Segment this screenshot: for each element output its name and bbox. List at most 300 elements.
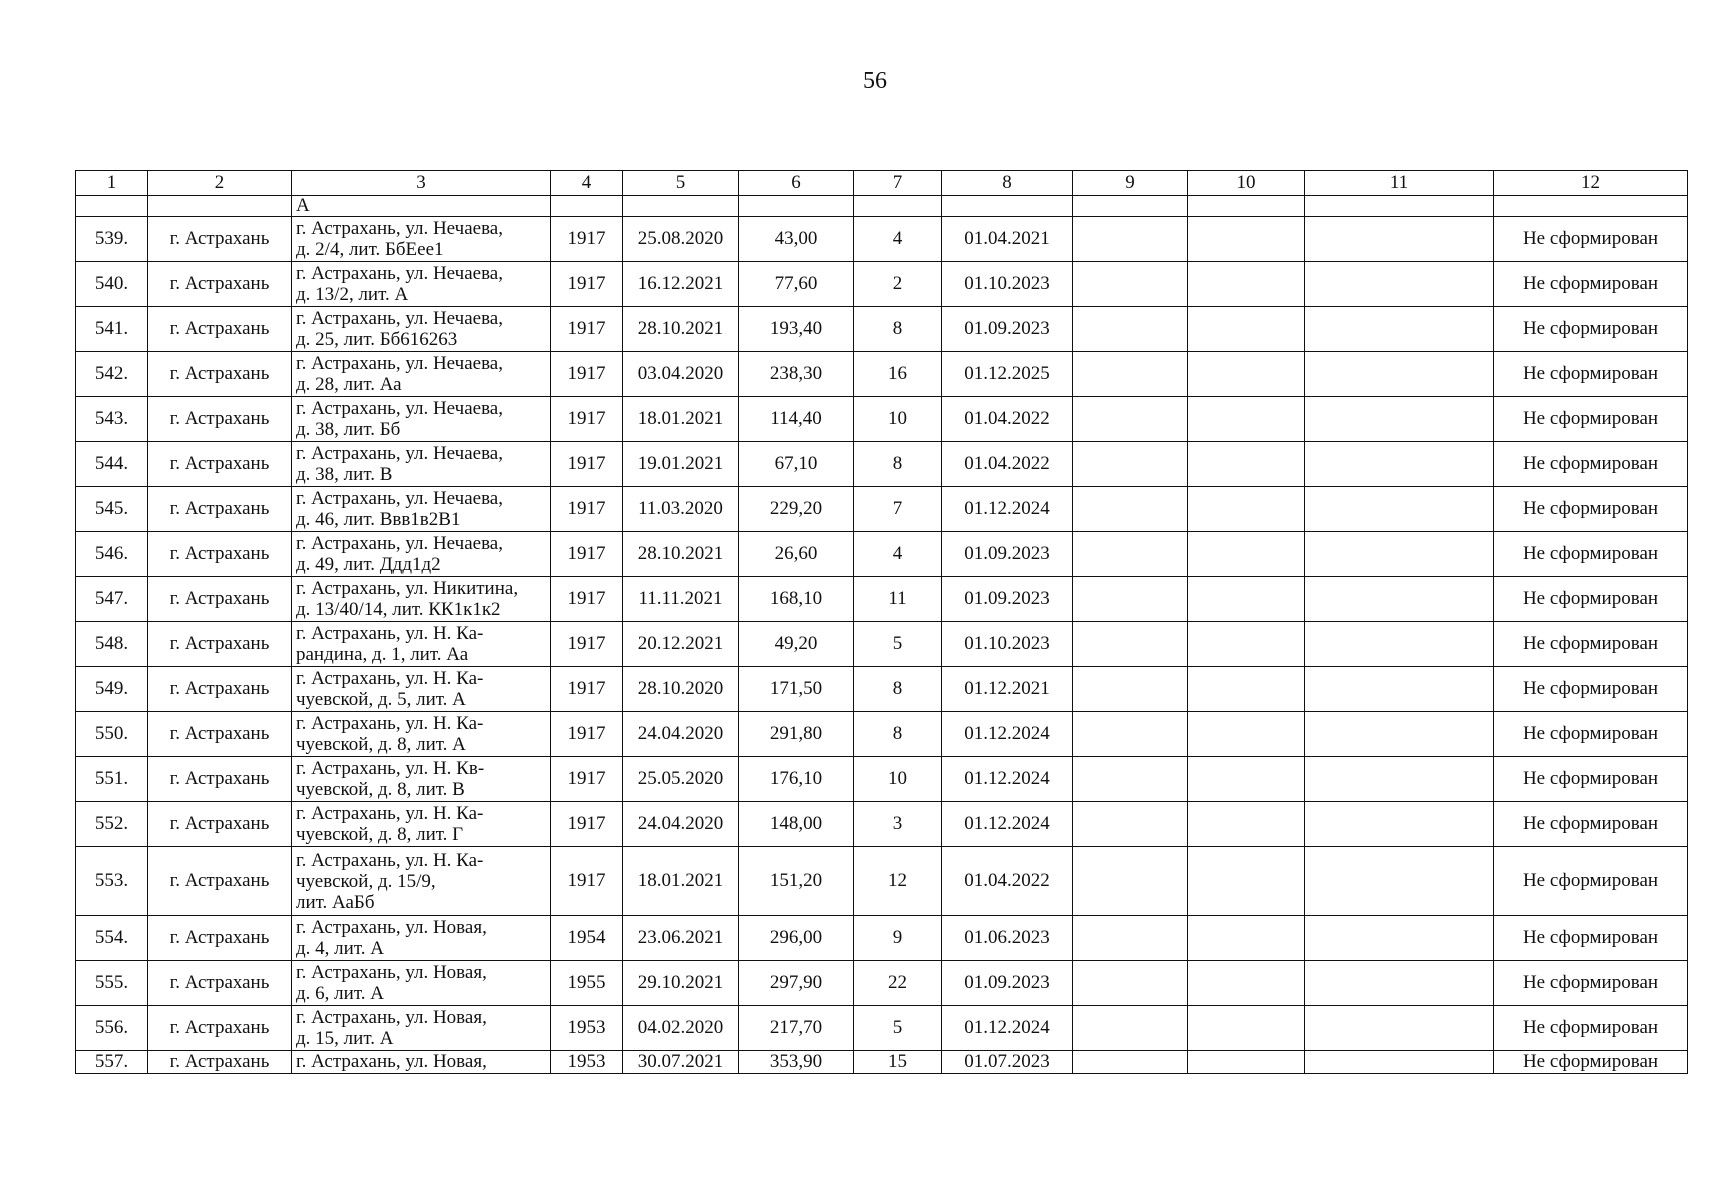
count-cell: 15 [854, 1051, 942, 1074]
date-cell: 28.10.2021 [623, 307, 739, 352]
date-cell: 18.01.2021 [623, 847, 739, 916]
column-header: 10 [1188, 171, 1305, 196]
area-cell: 297,90 [739, 961, 854, 1006]
column-header: 4 [551, 171, 623, 196]
continuation-cell [1305, 196, 1494, 217]
table-row [76, 916, 1688, 961]
address-line: г. Астрахань, ул. Нечаева, [296, 398, 503, 419]
count-cell: 7 [854, 487, 942, 532]
date-cell: 20.12.2021 [623, 622, 739, 667]
continuation-cell [1188, 196, 1305, 217]
empty-cell [1305, 712, 1494, 757]
empty-cell [1188, 1006, 1305, 1051]
count-cell: 16 [854, 352, 942, 397]
address-line: г. Астрахань, ул. Нечаева, [296, 533, 503, 554]
address-cell [292, 532, 551, 577]
empty-cell [1305, 961, 1494, 1006]
city-cell: г. Астрахань [148, 262, 292, 307]
empty-cell [1188, 1051, 1305, 1074]
empty-cell [1305, 262, 1494, 307]
deadline-cell: 01.04.2022 [942, 442, 1073, 487]
build-year-cell: 1917 [551, 217, 623, 262]
empty-cell [1073, 487, 1188, 532]
column-header: 12 [1494, 171, 1688, 196]
build-year-cell: 1917 [551, 847, 623, 916]
empty-cell [1305, 532, 1494, 577]
table-row [76, 1006, 1688, 1051]
empty-cell [1073, 307, 1188, 352]
city-cell: г. Астрахань [148, 802, 292, 847]
table-row [76, 217, 1688, 262]
continuation-row [76, 196, 1688, 217]
address-cell [292, 667, 551, 712]
address-line: г. Астрахань, ул. Н. Ка- [296, 849, 484, 871]
deadline-cell: 01.09.2023 [942, 577, 1073, 622]
table-row [76, 262, 1688, 307]
empty-cell [1073, 217, 1188, 262]
date-cell: 25.05.2020 [623, 757, 739, 802]
city-cell: г. Астрахань [148, 442, 292, 487]
count-cell: 4 [854, 217, 942, 262]
area-cell: 49,20 [739, 622, 854, 667]
deadline-cell: 01.06.2023 [942, 916, 1073, 961]
address-cell [292, 1006, 551, 1051]
empty-cell [1305, 217, 1494, 262]
address-cell [292, 622, 551, 667]
row-number-cell: 543. [76, 397, 148, 442]
area-cell: 217,70 [739, 1006, 854, 1051]
address-line: д. 38, лит. В [296, 464, 393, 485]
area-cell: 114,40 [739, 397, 854, 442]
address-cell [292, 916, 551, 961]
area-cell: 43,00 [739, 217, 854, 262]
row-number-cell: 542. [76, 352, 148, 397]
empty-cell [1188, 442, 1305, 487]
table-row [76, 667, 1688, 712]
address-line: чуевской, д. 8, лит. В [296, 779, 465, 800]
empty-cell [1188, 802, 1305, 847]
area-cell: 148,00 [739, 802, 854, 847]
address-line: г. Астрахань, ул. Нечаева, [296, 488, 503, 509]
deadline-cell: 01.10.2023 [942, 622, 1073, 667]
build-year-cell: 1917 [551, 442, 623, 487]
empty-cell [1305, 847, 1494, 916]
build-year-cell: 1917 [551, 352, 623, 397]
table-row [76, 352, 1688, 397]
empty-cell [1073, 262, 1188, 307]
empty-cell [1188, 307, 1305, 352]
empty-cell [1073, 802, 1188, 847]
area-cell: 151,20 [739, 847, 854, 916]
row-number-cell: 550. [76, 712, 148, 757]
status-cell: Не сформирован [1494, 847, 1688, 916]
area-cell: 176,10 [739, 757, 854, 802]
date-cell: 04.02.2020 [623, 1006, 739, 1051]
table-row [76, 712, 1688, 757]
build-year-cell: 1917 [551, 577, 623, 622]
city-cell: г. Астрахань [148, 961, 292, 1006]
empty-cell [1073, 532, 1188, 577]
empty-cell [1073, 667, 1188, 712]
column-header: 6 [739, 171, 854, 196]
city-cell: г. Астрахань [148, 1051, 292, 1074]
count-cell: 8 [854, 442, 942, 487]
empty-cell [1188, 532, 1305, 577]
address-line: чуевской, д. 15/9, [296, 870, 436, 892]
table-row [76, 577, 1688, 622]
city-cell: г. Астрахань [148, 622, 292, 667]
continuation-cell [76, 196, 148, 217]
continuation-cell [854, 196, 942, 217]
date-cell: 18.01.2021 [623, 397, 739, 442]
continuation-cell [1073, 196, 1188, 217]
city-cell: г. Астрахань [148, 577, 292, 622]
empty-cell [1073, 397, 1188, 442]
column-header: 7 [854, 171, 942, 196]
city-cell: г. Астрахань [148, 916, 292, 961]
deadline-cell: 01.12.2025 [942, 352, 1073, 397]
address-cell [292, 397, 551, 442]
continuation-cell [148, 196, 292, 217]
date-cell: 16.12.2021 [623, 262, 739, 307]
address-line: д. 13/40/14, лит. КК1к1к2 [296, 599, 501, 620]
status-cell: Не сформирован [1494, 961, 1688, 1006]
build-year-cell: 1953 [551, 1051, 623, 1074]
address-cell [292, 262, 551, 307]
empty-cell [1188, 712, 1305, 757]
empty-cell [1305, 307, 1494, 352]
address-cell [292, 712, 551, 757]
column-header: 3 [292, 171, 551, 196]
city-cell: г. Астрахань [148, 397, 292, 442]
table-row [76, 961, 1688, 1006]
empty-cell [1188, 847, 1305, 916]
empty-cell [1188, 397, 1305, 442]
date-cell: 23.06.2021 [623, 916, 739, 961]
count-cell: 8 [854, 712, 942, 757]
date-cell: 19.01.2021 [623, 442, 739, 487]
date-cell: 11.11.2021 [623, 577, 739, 622]
table-row [76, 442, 1688, 487]
build-year-cell: 1917 [551, 802, 623, 847]
empty-cell [1073, 577, 1188, 622]
date-cell: 25.08.2020 [623, 217, 739, 262]
area-cell: 238,30 [739, 352, 854, 397]
empty-cell [1073, 757, 1188, 802]
date-cell: 28.10.2021 [623, 532, 739, 577]
address-line: д. 28, лит. Аа [296, 374, 402, 395]
address-line: д. 46, лит. Ввв1в2В1 [296, 509, 461, 530]
empty-cell [1188, 667, 1305, 712]
address-cell [292, 1051, 551, 1074]
address-line: г. Астрахань, ул. Нечаева, [296, 308, 503, 329]
column-header: 8 [942, 171, 1073, 196]
address-line: г. Астрахань, ул. Н. Ка- [296, 713, 484, 734]
empty-cell [1073, 622, 1188, 667]
area-cell: 193,40 [739, 307, 854, 352]
build-year-cell: 1917 [551, 667, 623, 712]
row-number-cell: 554. [76, 916, 148, 961]
date-cell: 24.04.2020 [623, 712, 739, 757]
date-cell: 11.03.2020 [623, 487, 739, 532]
city-cell: г. Астрахань [148, 487, 292, 532]
empty-cell [1305, 757, 1494, 802]
table-row [76, 802, 1688, 847]
status-cell: Не сформирован [1494, 352, 1688, 397]
count-cell: 4 [854, 532, 942, 577]
deadline-cell: 01.12.2024 [942, 487, 1073, 532]
empty-cell [1188, 757, 1305, 802]
status-cell: Не сформирован [1494, 622, 1688, 667]
count-cell: 11 [854, 577, 942, 622]
table-row [76, 847, 1688, 916]
area-cell: 296,00 [739, 916, 854, 961]
build-year-cell: 1917 [551, 532, 623, 577]
status-cell: Не сформирован [1494, 397, 1688, 442]
address-line: г. Астрахань, ул. Н. Ка- [296, 668, 484, 689]
address-line: г. Астрахань, ул. Н. Ка- [296, 623, 484, 644]
empty-cell [1305, 802, 1494, 847]
status-cell: Не сформирован [1494, 532, 1688, 577]
status-cell: Не сформирован [1494, 667, 1688, 712]
count-cell: 22 [854, 961, 942, 1006]
status-cell: Не сформирован [1494, 307, 1688, 352]
empty-cell [1305, 1006, 1494, 1051]
count-cell: 10 [854, 397, 942, 442]
empty-cell [1073, 442, 1188, 487]
empty-cell [1188, 217, 1305, 262]
city-cell: г. Астрахань [148, 667, 292, 712]
city-cell: г. Астрахань [148, 532, 292, 577]
column-number-row [76, 171, 1688, 196]
row-number-cell: 551. [76, 757, 148, 802]
address-line: чуевской, д. 8, лит. Г [296, 824, 464, 845]
row-number-cell: 549. [76, 667, 148, 712]
deadline-cell: 01.12.2024 [942, 802, 1073, 847]
address-line: д. 49, лит. Ддд1д2 [296, 554, 441, 575]
status-cell: Не сформирован [1494, 442, 1688, 487]
registry-table [75, 170, 1688, 1074]
empty-cell [1305, 352, 1494, 397]
address-cell [292, 307, 551, 352]
count-cell: 5 [854, 1006, 942, 1051]
deadline-cell: 01.10.2023 [942, 262, 1073, 307]
address-cell [292, 487, 551, 532]
address-line: чуевской, д. 5, лит. А [296, 689, 466, 710]
build-year-cell: 1917 [551, 397, 623, 442]
address-line: д. 25, лит. Бб616263 [296, 329, 458, 350]
column-header: 1 [76, 171, 148, 196]
column-header: 9 [1073, 171, 1188, 196]
empty-cell [1188, 622, 1305, 667]
address-line: д. 15, лит. А [296, 1028, 394, 1049]
address-line: д. 2/4, лит. БбЕее1 [296, 239, 444, 260]
count-cell: 9 [854, 916, 942, 961]
address-cell [292, 961, 551, 1006]
table-body [76, 171, 1688, 1074]
column-header: 5 [623, 171, 739, 196]
deadline-cell: 01.04.2021 [942, 217, 1073, 262]
continuation-cell [551, 196, 623, 217]
empty-cell [1305, 397, 1494, 442]
deadline-cell: 01.09.2023 [942, 532, 1073, 577]
column-header: 2 [148, 171, 292, 196]
empty-cell [1305, 1051, 1494, 1074]
table-row [76, 757, 1688, 802]
status-cell: Не сформирован [1494, 1051, 1688, 1074]
status-cell: Не сформирован [1494, 262, 1688, 307]
empty-cell [1188, 262, 1305, 307]
city-cell: г. Астрахань [148, 757, 292, 802]
area-cell: 26,60 [739, 532, 854, 577]
deadline-cell: 01.09.2023 [942, 961, 1073, 1006]
continuation-cell [739, 196, 854, 217]
count-cell: 3 [854, 802, 942, 847]
empty-cell [1188, 352, 1305, 397]
empty-cell [1305, 916, 1494, 961]
build-year-cell: 1955 [551, 961, 623, 1006]
address-line: лит. АаБб [296, 891, 375, 913]
row-number-cell: 544. [76, 442, 148, 487]
continuation-cell [1494, 196, 1688, 217]
status-cell: Не сформирован [1494, 757, 1688, 802]
address-line: г. Астрахань, ул. Новая, [296, 1051, 487, 1072]
deadline-cell: 01.07.2023 [942, 1051, 1073, 1074]
table-row [76, 487, 1688, 532]
address-line: г. Астрахань, ул. Нечаева, [296, 353, 503, 374]
area-cell: 353,90 [739, 1051, 854, 1074]
city-cell: г. Астрахань [148, 352, 292, 397]
count-cell: 8 [854, 667, 942, 712]
deadline-cell: 01.12.2024 [942, 757, 1073, 802]
table-row [76, 622, 1688, 667]
empty-cell [1073, 352, 1188, 397]
empty-cell [1305, 622, 1494, 667]
empty-cell [1073, 1051, 1188, 1074]
row-number-cell: 556. [76, 1006, 148, 1051]
address-line: г. Астрахань, ул. Никитина, [296, 578, 519, 599]
count-cell: 2 [854, 262, 942, 307]
address-cell [292, 442, 551, 487]
empty-cell [1073, 916, 1188, 961]
empty-cell [1073, 712, 1188, 757]
address-line: г. Астрахань, ул. Н. Ка- [296, 803, 484, 824]
date-cell: 03.04.2020 [623, 352, 739, 397]
build-year-cell: 1917 [551, 262, 623, 307]
empty-cell [1188, 577, 1305, 622]
count-cell: 10 [854, 757, 942, 802]
area-cell: 168,10 [739, 577, 854, 622]
row-number-cell: 555. [76, 961, 148, 1006]
page-number: 56 [863, 68, 887, 94]
status-cell: Не сформирован [1494, 1006, 1688, 1051]
empty-cell [1188, 961, 1305, 1006]
area-cell: 67,10 [739, 442, 854, 487]
deadline-cell: 01.12.2024 [942, 712, 1073, 757]
build-year-cell: 1954 [551, 916, 623, 961]
row-number-cell: 546. [76, 532, 148, 577]
area-cell: 171,50 [739, 667, 854, 712]
address-line: чуевской, д. 8, лит. А [296, 734, 466, 755]
area-cell: 229,20 [739, 487, 854, 532]
status-cell: Не сформирован [1494, 802, 1688, 847]
row-number-cell: 552. [76, 802, 148, 847]
address-line: д. 4, лит. А [296, 938, 384, 959]
empty-cell [1305, 487, 1494, 532]
count-cell: 8 [854, 307, 942, 352]
table-row [76, 1051, 1688, 1074]
address-line: г. Астрахань, ул. Нечаева, [296, 263, 503, 284]
address-cell [292, 577, 551, 622]
address-cell [292, 847, 551, 916]
address-line: д. 6, лит. А [296, 983, 384, 1004]
city-cell: г. Астрахань [148, 217, 292, 262]
area-cell: 77,60 [739, 262, 854, 307]
row-number-cell: 539. [76, 217, 148, 262]
deadline-cell: 01.12.2021 [942, 667, 1073, 712]
city-cell: г. Астрахань [148, 847, 292, 916]
column-header: 11 [1305, 171, 1494, 196]
address-cell [292, 217, 551, 262]
date-cell: 30.07.2021 [623, 1051, 739, 1074]
address-line: д. 38, лит. Бб [296, 419, 401, 440]
date-cell: 24.04.2020 [623, 802, 739, 847]
continuation-cell: А [292, 196, 551, 217]
address-cell [292, 802, 551, 847]
empty-cell [1073, 961, 1188, 1006]
count-cell: 12 [854, 847, 942, 916]
deadline-cell: 01.09.2023 [942, 307, 1073, 352]
status-cell: Не сформирован [1494, 487, 1688, 532]
address-line: г. Астрахань, ул. Нечаева, [296, 218, 503, 239]
empty-cell [1305, 442, 1494, 487]
continuation-cell [623, 196, 739, 217]
status-cell: Не сформирован [1494, 217, 1688, 262]
address-cell [292, 352, 551, 397]
address-line: г. Астрахань, ул. Новая, [296, 1007, 487, 1028]
table-row [76, 307, 1688, 352]
build-year-cell: 1953 [551, 1006, 623, 1051]
status-cell: Не сформирован [1494, 916, 1688, 961]
empty-cell [1188, 916, 1305, 961]
row-number-cell: 553. [76, 847, 148, 916]
city-cell: г. Астрахань [148, 1006, 292, 1051]
build-year-cell: 1917 [551, 712, 623, 757]
status-cell: Не сформирован [1494, 712, 1688, 757]
address-line: г. Астрахань, ул. Нечаева, [296, 443, 503, 464]
row-number-cell: 548. [76, 622, 148, 667]
continuation-cell [942, 196, 1073, 217]
empty-cell [1305, 667, 1494, 712]
date-cell: 28.10.2020 [623, 667, 739, 712]
build-year-cell: 1917 [551, 307, 623, 352]
build-year-cell: 1917 [551, 757, 623, 802]
city-cell: г. Астрахань [148, 307, 292, 352]
address-line: д. 13/2, лит. А [296, 284, 409, 305]
count-cell: 5 [854, 622, 942, 667]
date-cell: 29.10.2021 [623, 961, 739, 1006]
deadline-cell: 01.12.2024 [942, 1006, 1073, 1051]
row-number-cell: 547. [76, 577, 148, 622]
address-cell [292, 757, 551, 802]
table-row [76, 397, 1688, 442]
city-cell: г. Астрахань [148, 712, 292, 757]
deadline-cell: 01.04.2022 [942, 397, 1073, 442]
build-year-cell: 1917 [551, 622, 623, 667]
empty-cell [1188, 487, 1305, 532]
status-cell: Не сформирован [1494, 577, 1688, 622]
address-line: г. Астрахань, ул. Н. Кв- [296, 758, 485, 779]
